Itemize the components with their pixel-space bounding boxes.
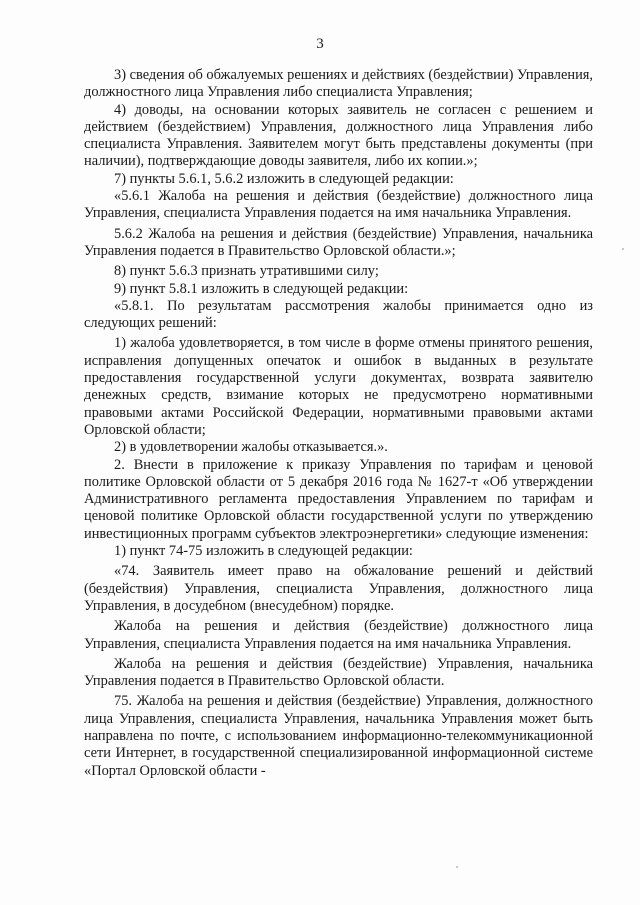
paragraph-arguments: 4) доводы, на основании которых заявитель не согласен с решением и действием (бездействием) Управления, должностного лица Управления либо специалиста Управления. Заявителем могут быть представлены документы (при наличии), подтверждающие доводы заявителя, либо их копии.»; (84, 101, 593, 170)
document-body (84, 67, 593, 780)
paragraph-5-6-1: «5.6.1 Жалоба на решения и действия (бездействие) должностного лица Управления, специалиста Управления подается на имя начальника Управления. (84, 188, 593, 222)
paragraph-5-6-2: 5.6.2 Жалоба на решения и действия (бездействие) Управления, начальника Управления подается в Правительство Орловской области.»; (84, 225, 593, 259)
paragraph-complaint-government: Жалоба на решения и действия (бездействие) Управления, начальника Управления подается в Правительство Орловской области. (84, 655, 593, 690)
paragraph-complaint-satisfied: 1) жалоба удовлетворяется, в том числе в форме отмены принятого решения, исправления допущенных опечаток и ошибок в выданных в результате предоставления государственной услуги документах, возврата заявителю денежных средств, взимание которых не предусмотрено нормативными правовыми актами Российской Федерации, нормативными правовыми актами Орловской области; (84, 335, 593, 438)
paragraph-appeal-info: 3) сведения об обжалуемых решениях и действиях (бездействии) Управления, должностного лица Управления либо специалиста Управления; (84, 67, 593, 101)
scan-speck (622, 248, 624, 250)
paragraph-5-8-1: «5.8.1. По результатам рассмотрения жалобы принимается одно из следующих решений: (84, 297, 593, 332)
paragraph-amendment-2: 2. Внести в приложение к приказу Управления по тарифам и ценовой политике Орловской области от 5 декабря 2016 года № 1627-т «Об утверждении Административного регламента предоставления Управлением по тарифам и ценовой политике Орловской области государственной услуги по утверждению инвестиционных программ субъектов электроэнергетики» следующие изменения: (84, 456, 593, 542)
page-number: 3 (316, 36, 324, 52)
paragraph-item-8: 8) пункт 5.6.3 признать утратившими силу; (114, 263, 379, 280)
paragraph-complaint-official: Жалоба на решения и действия (бездействие) должностного лица Управления, специалиста Управления подается на имя начальника Управления. (84, 618, 593, 652)
paragraph-74: «74. Заявитель имеет право на обжалование решений и действий (бездействия) Управления, специалиста Управления, должностного лица Управления, в досудебном (внесудебном) порядке. (84, 563, 593, 614)
paragraph-75: 75. Жалоба на решения и действия (бездействие) Управления, должностного лица Управления, специалиста Управления, начальника Управления может быть направлена по почте, с использованием информационно-телекоммуникационной сети Интернет, в государственной специализированной информационной системе «Портал Орловской области - (84, 693, 593, 779)
paragraph-item-9: 9) пункт 5.8.1 изложить в следующей редакции: (114, 280, 409, 297)
paragraph-item-7: 7) пункты 5.6.1, 5.6.2 изложить в следующей редакции: (114, 170, 454, 187)
paragraph-complaint-denied: 2) в удовлетворении жалобы отказывается.». (114, 439, 388, 456)
paragraph-item-74-75: 1) пункт 74-75 изложить в следующей редакции: (114, 543, 413, 560)
scan-speck (456, 866, 458, 868)
